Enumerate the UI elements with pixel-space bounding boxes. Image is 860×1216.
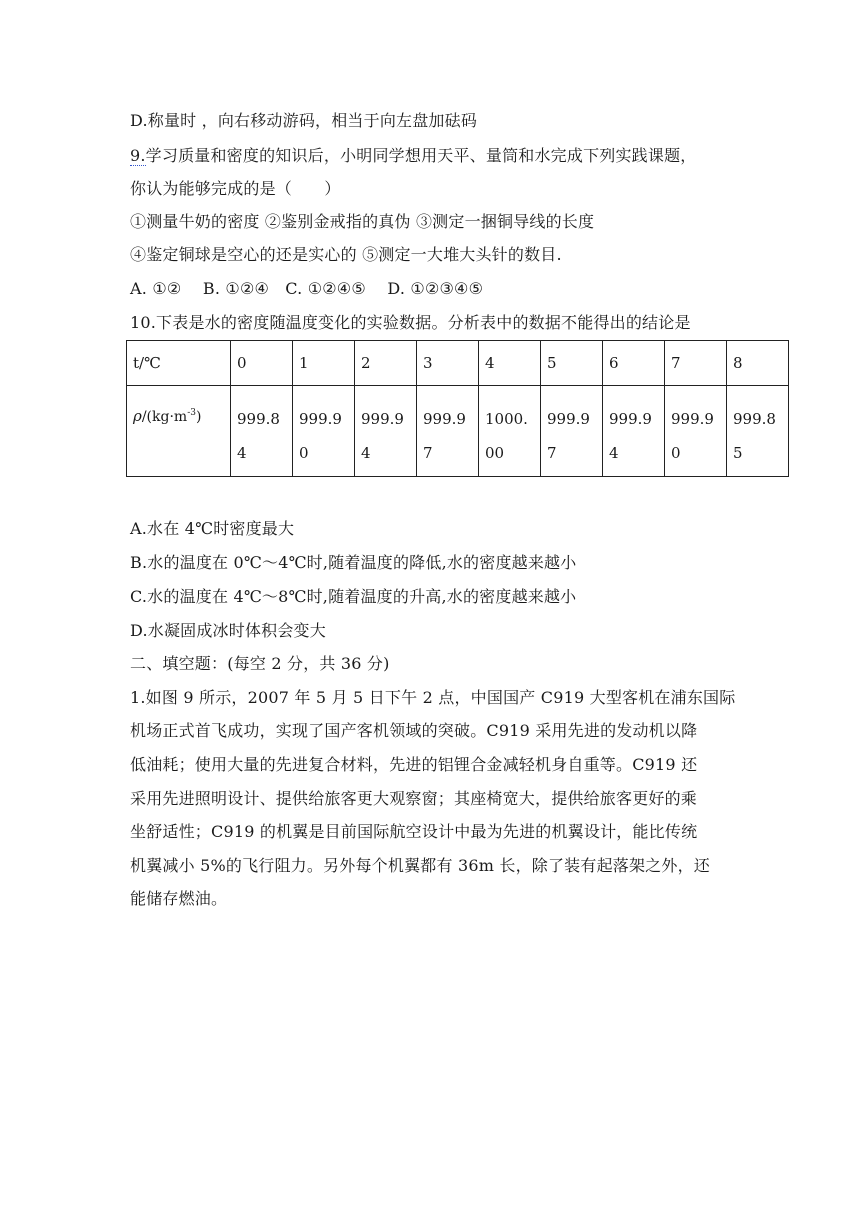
q10-option-a: A.水在 4℃时密度最大: [130, 519, 295, 538]
density-unit-close: ): [195, 409, 202, 425]
paragraph-line: 低油耗；使用大量的先进复合材料，先进的铝锂合金减轻机身自重等。C919 还: [130, 755, 698, 774]
paragraph-line: 机翼减小 5%的飞行阻力。另外每个机翼都有 36m 长，除了装有起落架之外，还: [130, 856, 710, 875]
density-cell: 999.94: [355, 386, 417, 477]
density-cell: 999.90: [293, 386, 355, 477]
temp-cell: 1: [293, 341, 355, 386]
q10-option-b: B.水的温度在 0℃～4℃时,随着温度的降低,水的密度越来越小: [130, 553, 577, 572]
paragraph-line: 能储存燃油。: [130, 889, 228, 908]
density-table: [126, 340, 789, 477]
q9-stem-line1: [130, 145, 696, 167]
q10-option-d: D.水凝固成冰时体积会变大: [130, 621, 326, 640]
temp-cell: 5: [541, 341, 603, 386]
temp-cell: 3: [417, 341, 479, 386]
q9-items-line2: ④鉴定铜球是空心的还是实心的 ⑤测定一大堆大头针的数目.: [130, 245, 562, 264]
temp-cell: 4: [479, 341, 541, 386]
temp-cell: 8: [727, 341, 789, 386]
density-unit-exponent: -3: [187, 408, 196, 418]
q9-stem-text: 学习质量和密度的知识后，小明同学想用天平、量筒和水完成下列实践课题，: [145, 146, 697, 165]
density-header: [127, 386, 231, 477]
q10-stem: 10.下表是水的密度随温度变化的实验数据。分析表中的数据不能得出的结论是: [130, 313, 691, 332]
density-cell: 999.97: [541, 386, 603, 477]
density-cell: 999.94: [603, 386, 665, 477]
q8-option-d: D.称量时 ，向右移动游码，相当于向左盘加砝码: [130, 111, 478, 130]
temperature-header: t/℃: [127, 341, 231, 386]
density-row: [127, 386, 789, 477]
density-unit: /(kg·m: [141, 409, 188, 425]
temp-cell: 2: [355, 341, 417, 386]
density-cell: 999.90: [665, 386, 727, 477]
q10-option-c: C.水的温度在 4℃～8℃时,随着温度的升高,水的密度越来越小: [130, 587, 577, 606]
temp-cell: 6: [603, 341, 665, 386]
density-cell: 999.84: [231, 386, 293, 477]
temperature-row: [127, 341, 789, 386]
q9-stem-line2: 你认为能够完成的是（ ）: [130, 179, 341, 198]
density-cell: 999.97: [417, 386, 479, 477]
temp-cell: 7: [665, 341, 727, 386]
q9-items-line1: ①测量牛奶的密度 ②鉴别金戒指的真伪 ③测定一捆铜导线的长度: [130, 212, 595, 231]
density-cell: 999.85: [727, 386, 789, 477]
q9-number: 9.: [130, 146, 146, 165]
paragraph-line: 采用先进照明设计、提供给旅客更大观察窗；其座椅宽大，提供给旅客更好的乘: [130, 789, 698, 808]
paragraph-line: 1.如图 9 所示，2007 年 5 月 5 日下午 2 点，中国国产 C919 大型客机在浦东国际: [130, 688, 736, 707]
density-cell: 1000.00: [479, 386, 541, 477]
section-heading: 二、填空题：(每空 2 分，共 36 分): [130, 654, 390, 673]
q9-options: A. ①② B. ①②④ C. ①②④⑤ D. ①②③④⑤: [130, 279, 484, 298]
rho-symbol: ρ: [133, 407, 142, 425]
temp-cell: 0: [231, 341, 293, 386]
paragraph-line: 机场正式首飞成功，实现了国产客机领域的突破。C919 采用先进的发动机以降: [130, 721, 698, 740]
paragraph-line: 坐舒适性；C919 的机翼是目前国际航空设计中最为先进的机翼设计，能比传统: [130, 822, 698, 841]
